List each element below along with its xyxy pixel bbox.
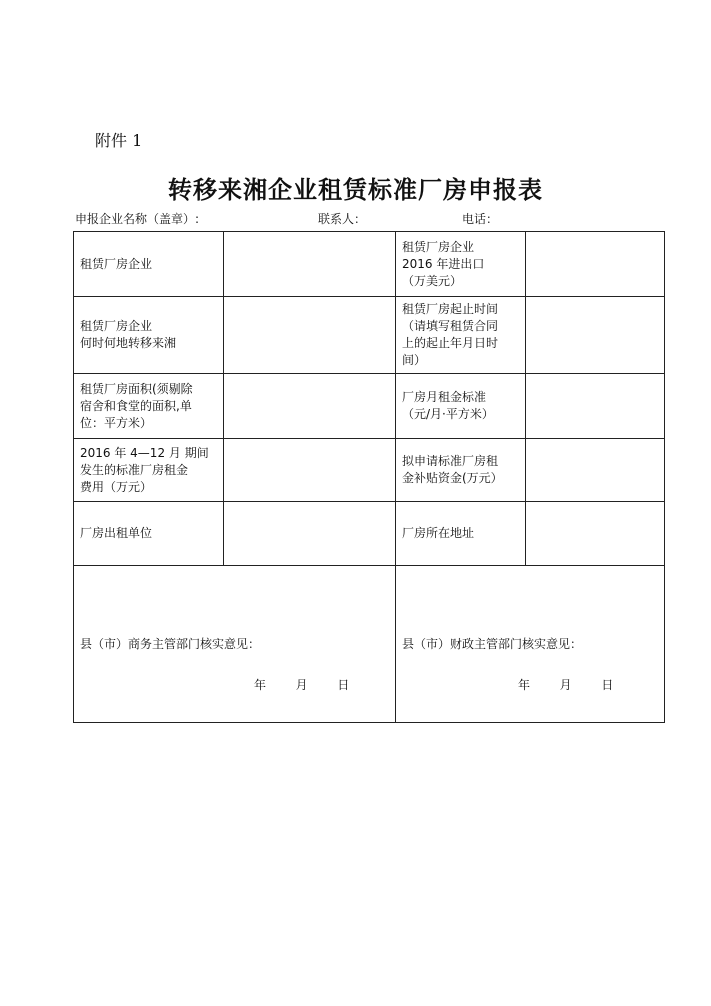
row-label: 租赁厂房企业 2016 年进出口 （万美元） [396, 232, 526, 297]
finance-date-line [518, 677, 613, 694]
row-label: 租赁厂房企业 [74, 232, 224, 297]
value-cell[interactable] [224, 297, 396, 374]
month-label: 月 [559, 678, 572, 692]
commerce-opinion-label: 县（市）商务主管部门核实意见： [80, 636, 261, 651]
value-cell[interactable] [224, 374, 396, 439]
row-label: 租赁厂房面积(须剔除 宿舍和食堂的面积,单 位：平方米） [74, 374, 224, 439]
table-row [74, 502, 665, 566]
value-cell[interactable] [224, 502, 396, 566]
opinion-row [74, 566, 665, 723]
attachment-label: 附件 1 [95, 131, 143, 150]
applicant-label: 申报企业名称（盖章）: [75, 212, 200, 226]
table-row [74, 297, 665, 374]
application-form-table [73, 231, 665, 723]
value-cell[interactable] [526, 374, 665, 439]
row-label: 租赁厂房企业 何时何地转移来湘 [74, 297, 224, 374]
row-label: 2016 年 4—12 月 期间 发生的标准厂房租金 费用（万元） [74, 439, 224, 502]
contact-label: 联系人： [318, 212, 367, 226]
commerce-opinion-cell[interactable] [74, 566, 396, 723]
value-cell[interactable] [526, 502, 665, 566]
phone-label: 电话： [462, 212, 499, 226]
row-label: 租赁厂房起止时间 （请填写租赁合同 上的起止年月日时 间） [396, 297, 526, 374]
month-label: 月 [295, 678, 308, 692]
value-cell[interactable] [526, 439, 665, 502]
row-label: 拟申请标准厂房租 金补贴资金(万元） [396, 439, 526, 502]
finance-opinion-label: 县（市）财政主管部门核实意见： [402, 636, 583, 651]
day-label: 日 [601, 678, 614, 692]
commerce-date-line [254, 677, 349, 694]
table-row [74, 232, 665, 297]
year-label: 年 [254, 678, 267, 692]
value-cell[interactable] [224, 439, 396, 502]
form-title: 转移来湘企业租赁标准厂房申报表 [168, 175, 543, 204]
year-label: 年 [518, 678, 531, 692]
value-cell[interactable] [526, 232, 665, 297]
row-label: 厂房所在地址 [396, 502, 526, 566]
value-cell[interactable] [224, 232, 396, 297]
table-row [74, 439, 665, 502]
value-cell[interactable] [526, 297, 665, 374]
day-label: 日 [337, 678, 350, 692]
finance-opinion-cell[interactable] [396, 566, 665, 723]
table-row [74, 374, 665, 439]
row-label: 厂房月租金标准 （元/月·平方米） [396, 374, 526, 439]
row-label: 厂房出租单位 [74, 502, 224, 566]
